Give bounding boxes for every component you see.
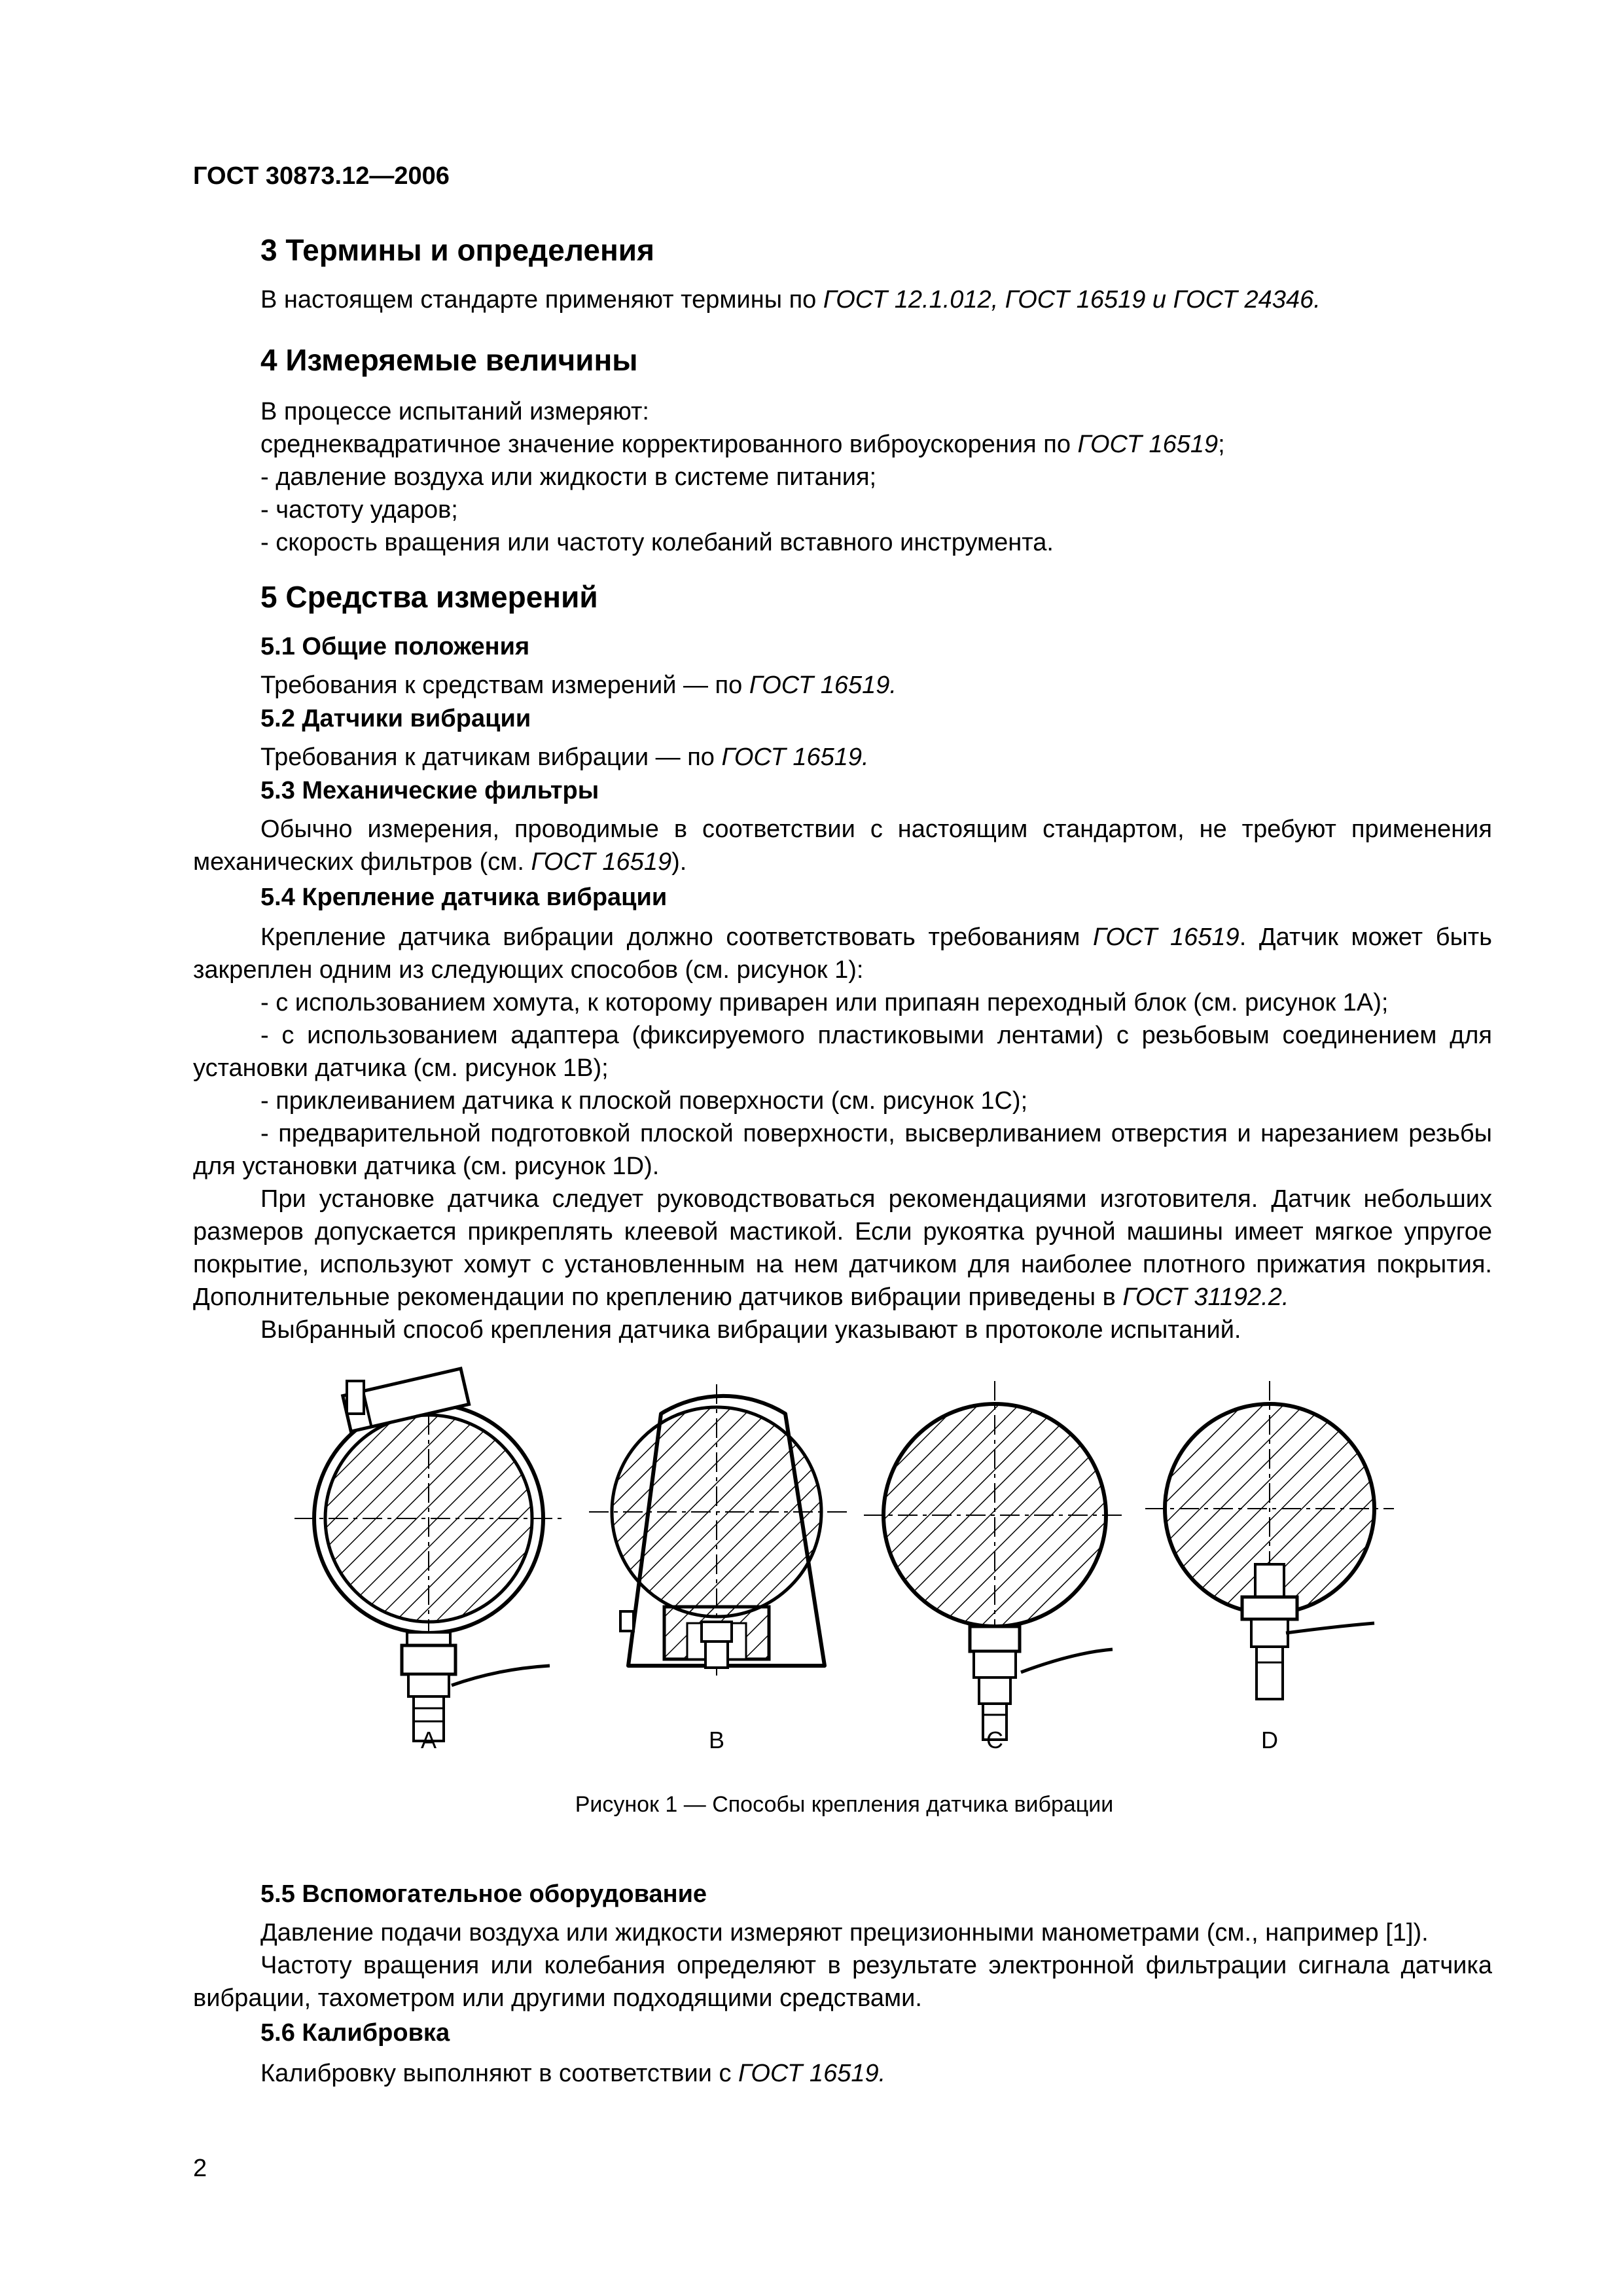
section-4-item-2: - давление воздуха или жидкости в системе питания; [260,463,877,491]
section-5-4-para-1-main: Крепление датчика вибрации должно соответствовать требованиям [260,924,1094,951]
section-5-1-text-ref: ГОСТ 16519. [749,672,897,699]
section-5-3-title: 5.3 Механические фильтры [260,777,599,804]
section-5-2-text-main: Требования к датчикам вибрации — по [260,744,722,771]
figure-label-d: D [1261,1727,1278,1753]
section-4-item-4: - скорость вращения или частоту колебаний вставного инструмента. [260,529,1054,556]
section-5-4-para-1-ref: ГОСТ 16519 [1093,924,1240,951]
figure-1c-glued-mount [864,1381,1126,1740]
section-5-4-title: 5.4 Крепление датчика вибрации [260,884,668,911]
figure-1d-threaded-mount [1145,1381,1394,1699]
section-5-4-bullet-4-text: - предварительной подготовкой плоской поверхности, высверливанием отверстия и нарезанием резьбы для установки датчика (см. рисунок 1D). [193,1120,1492,1180]
section-5-2-title: 5.2 Датчики вибрации [260,705,531,732]
section-5-6-text-main: Калибровку выполняют в соответствии с [260,2060,739,2087]
section-3-title: 3 Термины и определения [260,233,654,267]
section-5-5-para-1-text: Давление подачи воздуха или жидкости измеряют прецизионными манометрами (см., например [1]). [260,1919,1429,1946]
section-5-4-bullet-1-text: - с использованием хомута, к которому приварен или припаян переходный блок (см. рисунок 1А); [260,989,1389,1016]
figure-label-a: A [420,1727,437,1753]
section-5-6-title: 5.6 Калибровка [260,2019,450,2047]
section-4-title: 4 Измеряемые величины [260,343,638,377]
section-5-1-title: 5.1 Общие положения [260,633,530,660]
figure-1a-clamp-mount [294,1369,563,1741]
figure-label-c: C [986,1727,1003,1753]
figure-1-caption: Рисунок 1 — Способы крепления датчика вибрации [575,1792,1114,1817]
section-4-item-1-end: ; [1218,431,1225,458]
section-5-1-text-main: Требования к средствам измерений — по [260,672,749,699]
section-5-4-para-2-main: При установке датчика следует руководствоваться рекомендациями изготовителя. Датчик небольших размеров допускается прикреплять клеевой мастикой. Если рукоятка ручной машины имеет мягкое упругое покрытие, используют хомут с установленным на нем датчиком для наиболее плотного прижатия покрытия. Дополнительные рекомендации по креплению датчиков вибрации приведены в [193,1185,1492,1311]
section-4-item-3: - частоту ударов; [260,496,458,524]
section-5-3-text-main: Обычно измерения, проводимые в соответствии с настоящим стандартом, не требуют применения механических фильтров (см. [193,816,1492,876]
section-5-3-text-ref: ГОСТ 16519 [531,848,672,876]
section-4-item-1-main: среднеквадратичное значение корректированного виброускорения по [260,431,1078,458]
section-5-5-para-2-text: Частоту вращения или колебания определяют в результате электронной фильтрации сигнала датчика вибрации, тахометром или другими подходящими средствами. [193,1952,1492,2012]
section-5-5-para-1 [193,1916,1492,1949]
page-number: 2 [193,2155,207,2182]
section-5-4-para-2-ref: ГОСТ 31192.2. [1122,1283,1289,1311]
section-4-intro: В процессе испытаний измеряют: [260,398,649,425]
section-5-6-text-ref: ГОСТ 16519. [738,2060,886,2087]
section-5-4-bullet-3-text: - приклеиванием датчика к плоской поверхности (см. рисунок 1С); [260,1087,1028,1115]
section-5-4-bullet-2-text: - с использованием адаптера (фиксируемого пластиковыми лентами) с резьбовым соединением для установки датчика (см. рисунок 1В); [193,1022,1492,1082]
section-3-text-ref: ГОСТ 12.1.012, ГОСТ 16519 и ГОСТ 24346. [823,286,1321,314]
figure-1b-adapter-mount [589,1384,847,1676]
section-5-6-text [260,2057,885,2090]
document-code: ГОСТ 30873.12—2006 [193,162,450,190]
section-5-4-para-3-text: Выбранный способ крепления датчика вибрации указывают в протоколе испытаний. [260,1316,1241,1344]
section-5-3-text-end: ). [671,848,687,876]
section-3-text-main: В настоящем стандарте применяют термины по [260,286,823,314]
figure-label-b: B [708,1727,724,1753]
section-5-title: 5 Средства измерений [260,580,598,614]
section-5-4-para-1-end: . Датчик может быть закреплен одним из следующих способов (см. рисунок 1): [193,924,1492,984]
section-5-5-para-2 [193,1949,1492,2015]
section-5-2-text-ref: ГОСТ 16519. [721,744,869,771]
section-5-5-title: 5.5 Вспомогательное оборудование [260,1880,707,1908]
section-4-item-1-ref: ГОСТ 16519 [1077,431,1219,458]
